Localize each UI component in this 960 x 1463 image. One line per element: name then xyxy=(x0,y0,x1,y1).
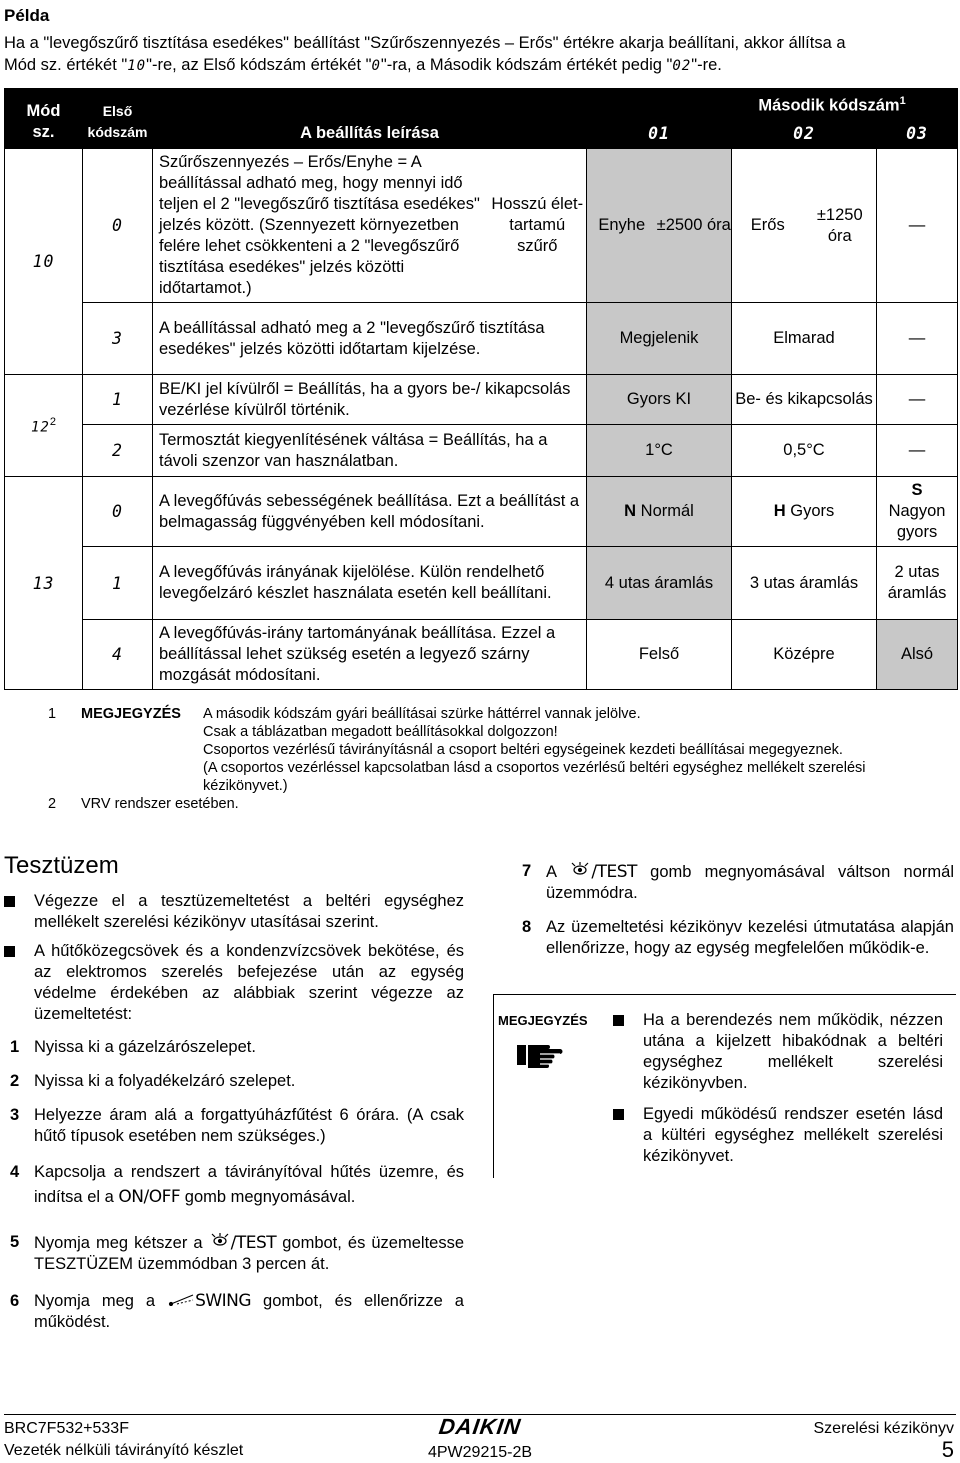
table-row xyxy=(5,375,958,425)
step-item: 1 Nyissa ki a gázelzárószelepet. xyxy=(10,1038,256,1056)
value-cell: 2 utas áramlás xyxy=(877,547,958,620)
value-cell: Gyors KI xyxy=(587,375,732,425)
example-text: Ha a "levegőszűrő tisztítása esedékes" beállítást "Szűrőszennyezés – Erős" értékre akarja beállítani, akkor állítsa a Mód sz. értékét "10"-re, az Első kódszám értékét "0"-ra, a Második kódszám értékét pedig "02"-re. xyxy=(4,34,846,74)
footer-manual: Szerelési kézikönyv xyxy=(813,1420,954,1437)
description-cell: Szűrőszennyezés – Erős/Enyhe = A beállítással adható meg, hogy mennyi idő teljen el 2 "levegőszűrő tisztítása esedékes" jelzés között. (Szennyezett környezetben felére lehet csökkenteni a 2 "levegőszűrő tisztítása esedékes" jelzés közötti időtartamot.) xyxy=(153,149,489,303)
list-item: A hűtőközegcsövek és a kondenzvízcsövek bekötése, és az elektromos szerelés befejezése után az egység védelme érdekében az alábbiak szerint végezze az üzemeltetést: xyxy=(4,941,464,1025)
footer-model: BRC7F532+533F xyxy=(4,1420,129,1437)
fan-icon xyxy=(209,1234,231,1252)
first-code-header: Első kódszám xyxy=(83,89,153,149)
value-cell: H Gyors xyxy=(732,477,877,547)
test-left-column xyxy=(4,891,464,1333)
value-cell: Erős xyxy=(732,149,804,303)
step-item: 2 Nyissa ki a folyadékelzáró szelepet. xyxy=(10,1072,296,1090)
value-cell: Be- és kikapcsolás xyxy=(732,375,877,425)
first-code-cell: 1 xyxy=(83,375,153,425)
value-cell: S Nagyon gyors xyxy=(877,477,958,547)
filter-cell: Hosszú élet- tartamú szűrő xyxy=(489,149,587,303)
brand-logo: DAIKIN xyxy=(437,1414,523,1439)
table-row xyxy=(5,425,958,477)
value-cell: 3 utas áramlás xyxy=(732,547,877,620)
bullet-icon xyxy=(4,896,15,907)
value-cell: ±1250 óra xyxy=(804,149,877,303)
value-cell: — xyxy=(877,375,958,425)
note-list xyxy=(613,1010,943,1175)
value-cell: N Normál xyxy=(587,477,732,547)
description-cell: A levegőfúvás irányának kijelölése. Külön rendelhető levegőelzáró készlet használata esetén kell beállítani. xyxy=(153,547,587,620)
step-item: 7 A /TEST gomb megnyomásával váltson normál üzemmódra. xyxy=(522,862,954,902)
first-code-cell: 2 xyxy=(83,425,153,477)
col-01-header: 01 xyxy=(587,119,732,149)
settings-table xyxy=(4,88,958,690)
value-cell: Alsó xyxy=(877,620,958,690)
fan-icon xyxy=(569,863,591,881)
value-cell: 1°C xyxy=(587,425,732,477)
list-item: Ha a berendezés nem működik, nézzen utána a kijelzett hibakódnak a beltéri egységhez mellékelt szerelési kézikönyvben. xyxy=(613,1010,943,1094)
step-item: 4 Kapcsolja a rendszert a távirányítóval hűtés üzemre, és indítsa el a ON/OFF gomb megnyomásával. xyxy=(10,1163,464,1207)
first-code-cell: 4 xyxy=(83,620,153,690)
list-item: Egyedi működésű rendszer esetén lásd a kültéri egységhez mellékelt szerelési kézikönyvet. xyxy=(613,1104,943,1167)
example-title: Példa xyxy=(4,6,50,25)
table-row xyxy=(5,149,958,303)
value-cell: ±2500 óra xyxy=(657,149,732,303)
value-cell: — xyxy=(877,303,958,375)
table-row xyxy=(5,547,958,620)
table-row xyxy=(5,303,958,375)
col-03-header: 03 xyxy=(877,119,958,149)
list-item: Végezze el a tesztüzemeltetést a beltéri egységhez mellékelt szerelési kézikönyv utasításai szerint. xyxy=(4,891,464,933)
pointing-hand-icon xyxy=(515,1035,567,1076)
bullet-icon xyxy=(4,946,15,957)
first-code-cell: 0 xyxy=(83,149,153,303)
table-row xyxy=(5,477,958,547)
bullet-icon xyxy=(613,1109,624,1120)
divider xyxy=(493,994,494,1178)
first-code-cell: 0 xyxy=(83,477,153,547)
step-item: 5 Nyomja meg kétszer a /TEST gombot, és üzemeltesse TESZTÜZEM üzemmódban 3 percen át. xyxy=(10,1233,465,1273)
value-cell: 0,5°C xyxy=(732,425,877,477)
mode-cell: $12^2$ xyxy=(5,375,83,477)
mode-header: Mód sz. xyxy=(5,89,83,149)
second-code-header: Második kódszám$^1$ xyxy=(587,89,958,119)
swing-icon xyxy=(167,1292,195,1310)
step-item: 6 Nyomja meg a SWING gombot, és ellenőrizze a működést. xyxy=(10,1291,464,1331)
description-cell: A levegőfúvás sebességének beállítása. Ezt a beállítást a belmagasság függvényében kell módosítani. xyxy=(153,477,587,547)
first-code-cell: 1 xyxy=(83,547,153,620)
value-cell: Elmarad xyxy=(732,303,877,375)
value-cell: Megjelenik xyxy=(587,303,732,375)
section-title: Tesztüzem xyxy=(4,852,119,879)
footer-docnum: 4PW29215-2B xyxy=(427,1444,533,1461)
description-header: A beállítás leírása xyxy=(153,89,587,149)
value-cell: Felső xyxy=(587,620,732,690)
table-notes: 1 MEGJEGYZÉS A második kódszám gyári beállításai szürke háttérrel vannak jelölve. Csak a táblázatban megadott beállításokkal dolgozzon! Csoportos vezérlésű távirányításnál a csoport beltéri egységeinek kezdeti beállításai megegyeznek. (A csoportos vezérléssel kapcsolatban lásd a csoportos vezérlésű beltéri egységhez mellékelt szerelési kézikönyvet.) 2 VRV rendszer esetében. xyxy=(48,706,866,812)
description-cell: A beállítással adhatό meg a 2 "levegőszűrő tisztítása esedékes" jelzés közötti időtartam kijelzése. xyxy=(153,303,587,375)
description-cell: BE/KI jel kívülről = Beállítás, ha a gyors be-/ kikapcsolás vezérlése kívülről történik. xyxy=(153,375,587,425)
mode-cell: 13 xyxy=(5,477,83,690)
test-right-column xyxy=(522,861,954,959)
value-cell: Középre xyxy=(732,620,877,690)
first-code-cell: 3 xyxy=(83,303,153,375)
step-item: 3 Helyezze áram alá a forgattyúházfűtést 6 órára. (A csak hűtő típusok esetében nem szükséges.) xyxy=(10,1106,464,1145)
description-cell: Termosztát kiegyenlítésének váltása = Beállítás, ha a távoli szenzor van használatban. xyxy=(153,425,587,477)
table-row xyxy=(5,620,958,690)
page-number: 5 xyxy=(941,1437,954,1462)
value-cell: 4 utas áramlás xyxy=(587,547,732,620)
step-item: 8 Az üzemeltetési kézikönyv kezelési útmutatása alapján ellenőrizze, hogy az egység megfelelően működik-e. xyxy=(522,918,954,957)
value-cell: — xyxy=(877,149,958,303)
description-cell: A levegőfúvás-irány tartományának beállítása. Ezzel a beállítással lehet szükség esetén a legyező szárny mozgását módosítani. xyxy=(153,620,587,690)
divider xyxy=(493,994,956,995)
note-label: MEGJEGYZÉS xyxy=(498,1013,588,1028)
mode-cell: 10 xyxy=(5,149,83,375)
value-cell: — xyxy=(877,425,958,477)
value-cell: Enyhe xyxy=(587,149,657,303)
col-02-header: 02 xyxy=(732,119,877,149)
footer-product: Vezeték nélküli távirányító készlet xyxy=(4,1442,244,1459)
bullet-icon xyxy=(613,1015,624,1026)
on-off-button-label: ON/OFF xyxy=(118,1187,181,1207)
